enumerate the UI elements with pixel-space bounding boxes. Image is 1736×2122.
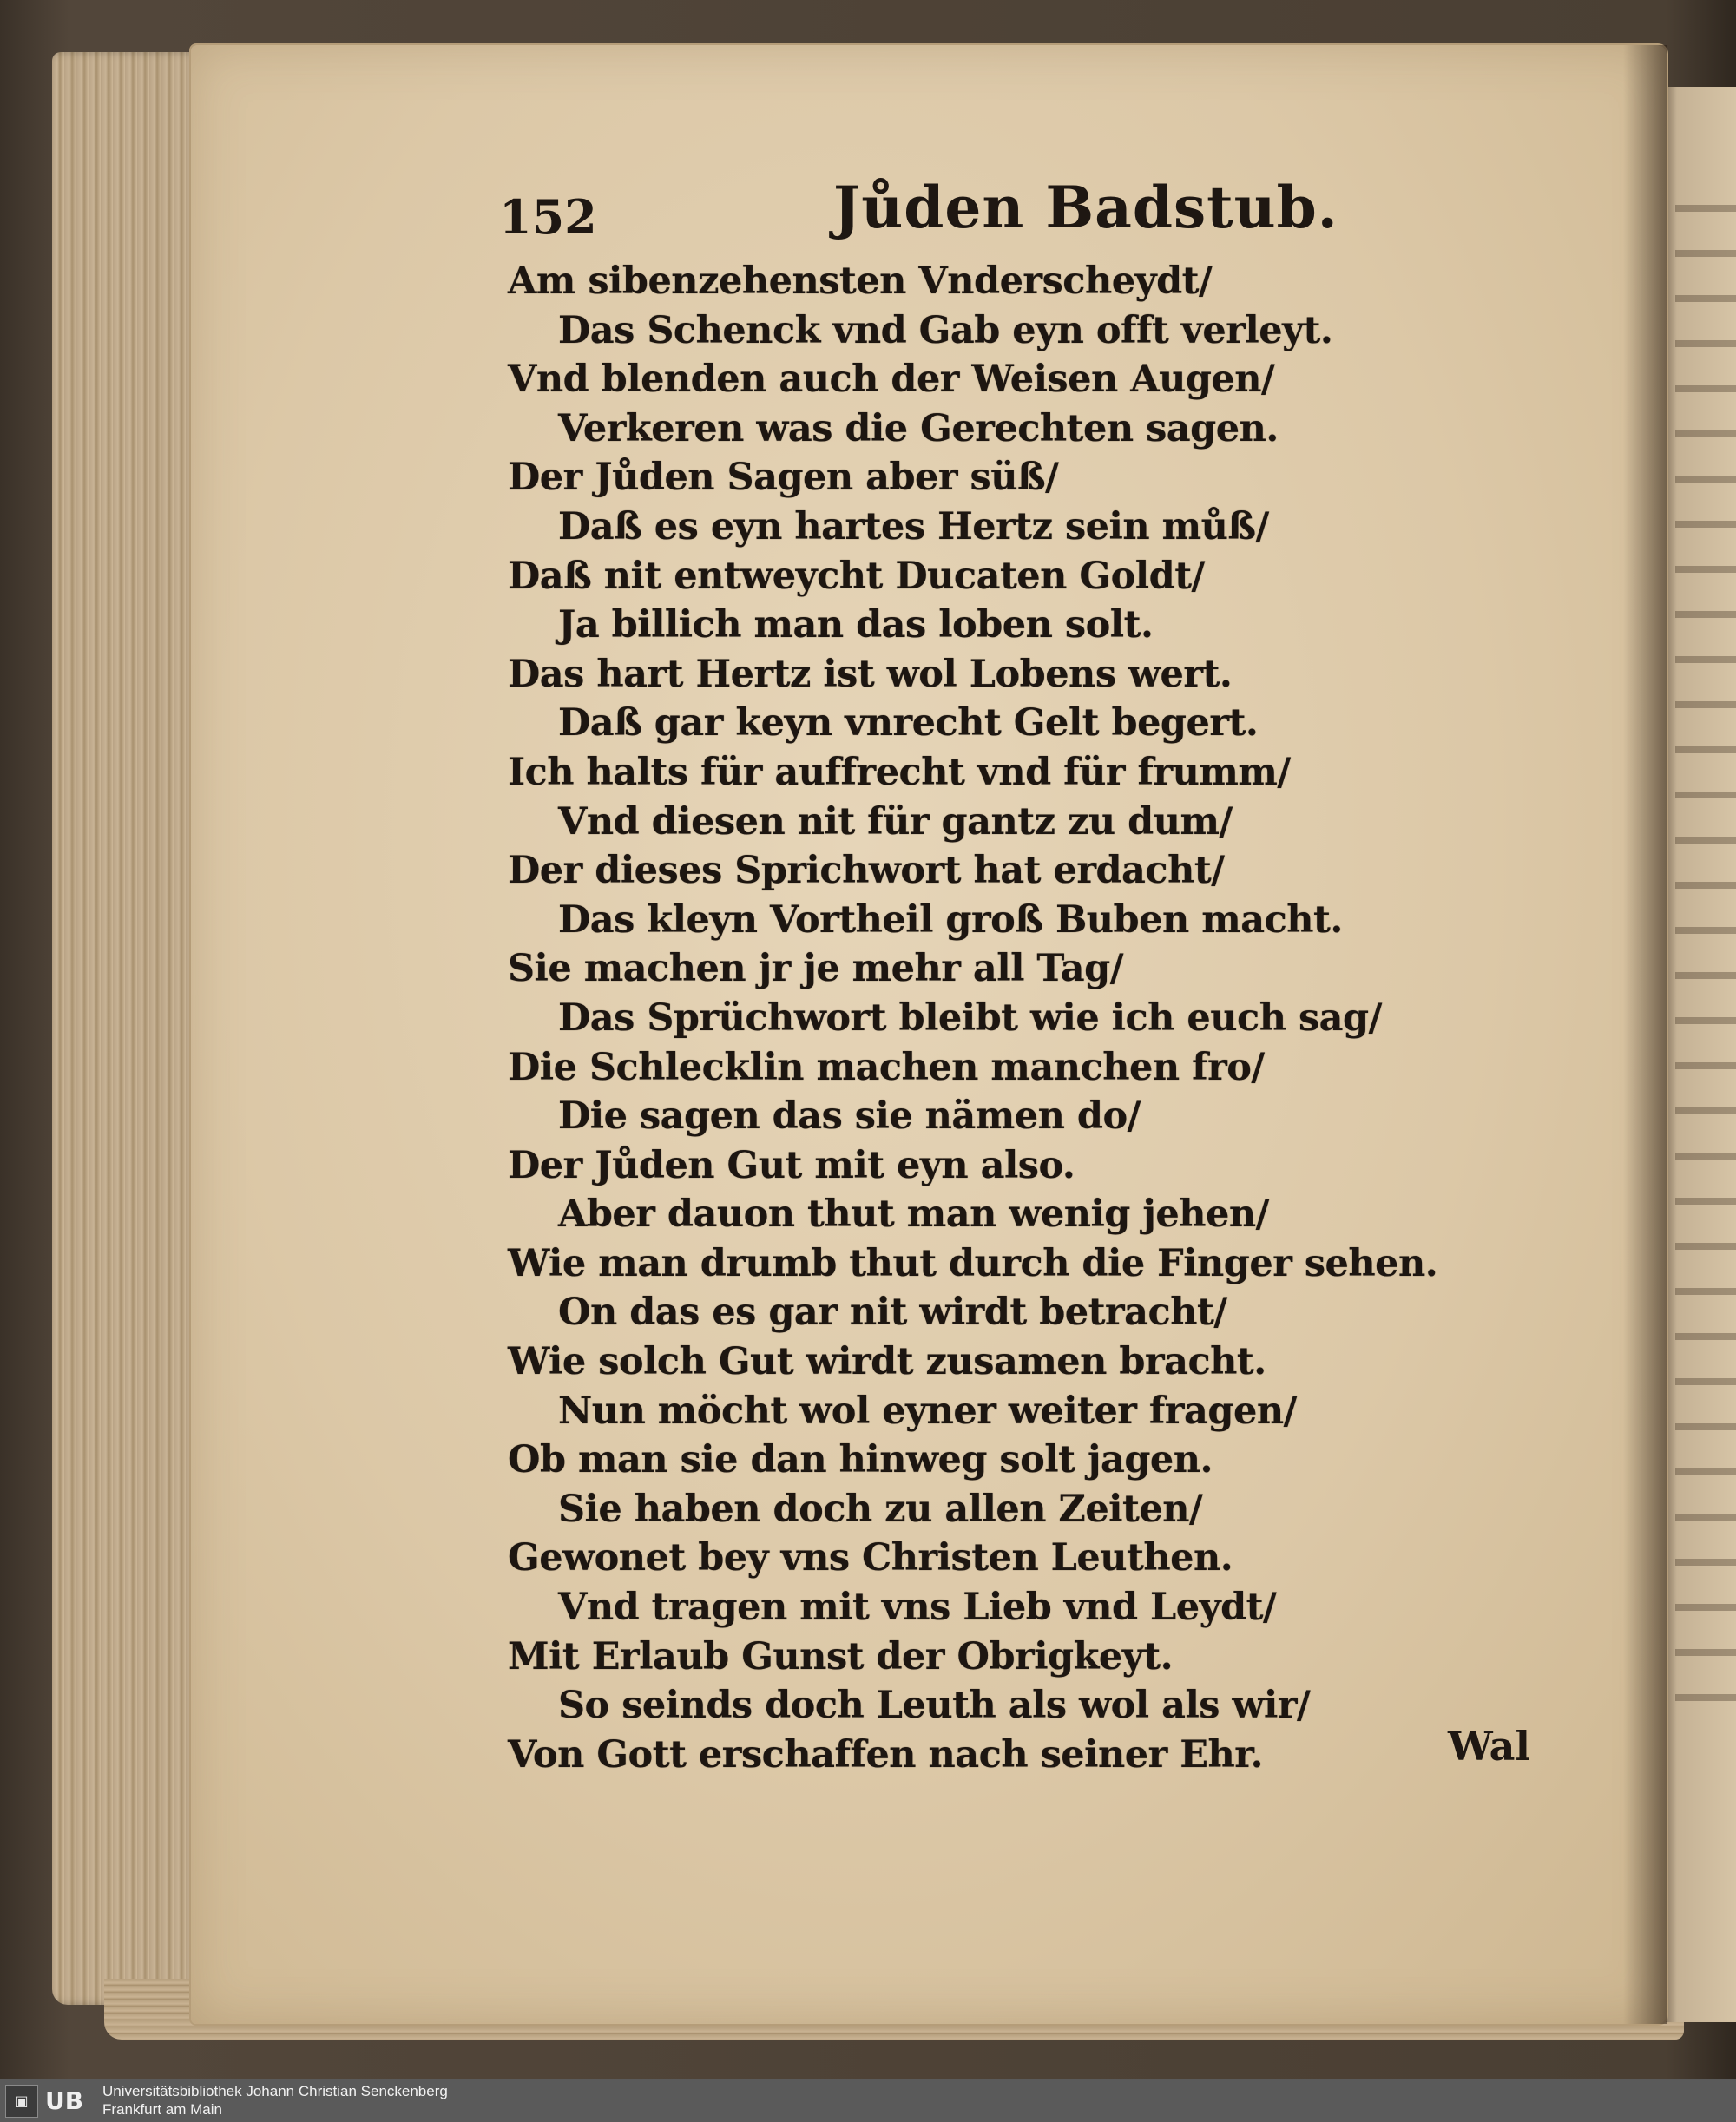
verse-line: Nun möcht wol eyner weiter fragen/ [558, 1389, 1297, 1433]
verse-line: Der Jůden Gut mit eyn also. [508, 1143, 1075, 1187]
verse-line: Verkeren was die Gerechten sagen. [558, 406, 1279, 450]
verse-line: Daß gar keyn vnrecht Gelt begert. [558, 701, 1259, 746]
gutter-shadow [1623, 45, 1667, 2024]
library-attribution [102, 2082, 448, 2119]
verse-line: Vnd blenden auch der Weisen Augen/ [508, 358, 1275, 402]
verse-line: So seinds doch Leuth als wol als wir/ [558, 1684, 1311, 1728]
verse-line: Von Gott erschaffen nach seiner Ehr. [508, 1732, 1263, 1777]
library-logo [5, 2085, 83, 2117]
facing-page-text-edge [1675, 174, 1736, 1736]
verse-line: Der Jůden Sagen aber süß/ [508, 456, 1059, 500]
verse-line: Das Sprüchwort bleibt wie ich euch sag/ [558, 995, 1382, 1040]
library-city: Frankfurt am Main [102, 2101, 222, 2118]
verse-line: Vnd diesen nit für gantz zu dum/ [558, 799, 1233, 844]
verse-line: Vnd tragen mit vns Lieb vnd Leydt/ [558, 1586, 1277, 1630]
verse-line: Daß es eyn hartes Hertz sein můß/ [558, 504, 1269, 549]
verse-line: Die Schlecklin machen manchen fro/ [508, 1045, 1265, 1089]
verse-line: Wie solch Gut wirdt zusamen bracht. [508, 1340, 1266, 1384]
running-title: Jůden Badstub. [833, 174, 1338, 241]
verse-line: Daß nit entweycht Ducaten Goldt/ [508, 554, 1205, 598]
verse-line: Wie man drumb thut durch die Finger sehen. [508, 1241, 1438, 1285]
verse-line: Die sagen das sie nämen do/ [558, 1094, 1141, 1139]
verse-line: On das es gar nit wirdt betracht/ [558, 1291, 1227, 1335]
verse-line: Ich halts für auffrecht vnd für frumm/ [508, 750, 1291, 794]
verse-line: Am sibenzehensten Vnderscheydt/ [508, 260, 1213, 303]
catchword: Wal [1448, 1723, 1530, 1770]
verse-line: Mit Erlaub Gunst der Obrigkeyt. [508, 1634, 1174, 1679]
verse-line: Sie machen jr je mehr all Tag/ [508, 947, 1123, 991]
running-head [0, 174, 1736, 260]
library-seal-icon: ▣ [5, 2085, 38, 2118]
verse-line: Ja billich man das loben solt. [558, 603, 1154, 647]
verse-line: Das hart Hertz ist wol Lobens wert. [508, 652, 1233, 696]
library-logo-text: UB [45, 2086, 84, 2115]
verse-line: Sie haben doch zu allen Zeiten/ [558, 1487, 1203, 1531]
verse-line: Der dieses Sprichwort hat erdacht/ [508, 849, 1225, 893]
verse-text [508, 257, 1593, 1779]
page-number: 152 [499, 189, 597, 245]
verse-line: Gewonet bey vns Christen Leuthen. [508, 1536, 1233, 1580]
verse-line: Das Schenck vnd Gab eyn offt verleyt. [558, 308, 1333, 352]
verse-line: Das kleyn Vortheil groß Buben macht. [558, 897, 1343, 942]
library-footer [0, 2079, 1736, 2122]
verse-line: Aber dauon thut man wenig jehen/ [558, 1192, 1269, 1237]
library-name: Universitätsbibliothek Johann Christian Senckenberg [102, 2083, 448, 2099]
stacked-page-edges [52, 52, 200, 2005]
verse-line: Ob man sie dan hinweg solt jagen. [508, 1438, 1213, 1482]
